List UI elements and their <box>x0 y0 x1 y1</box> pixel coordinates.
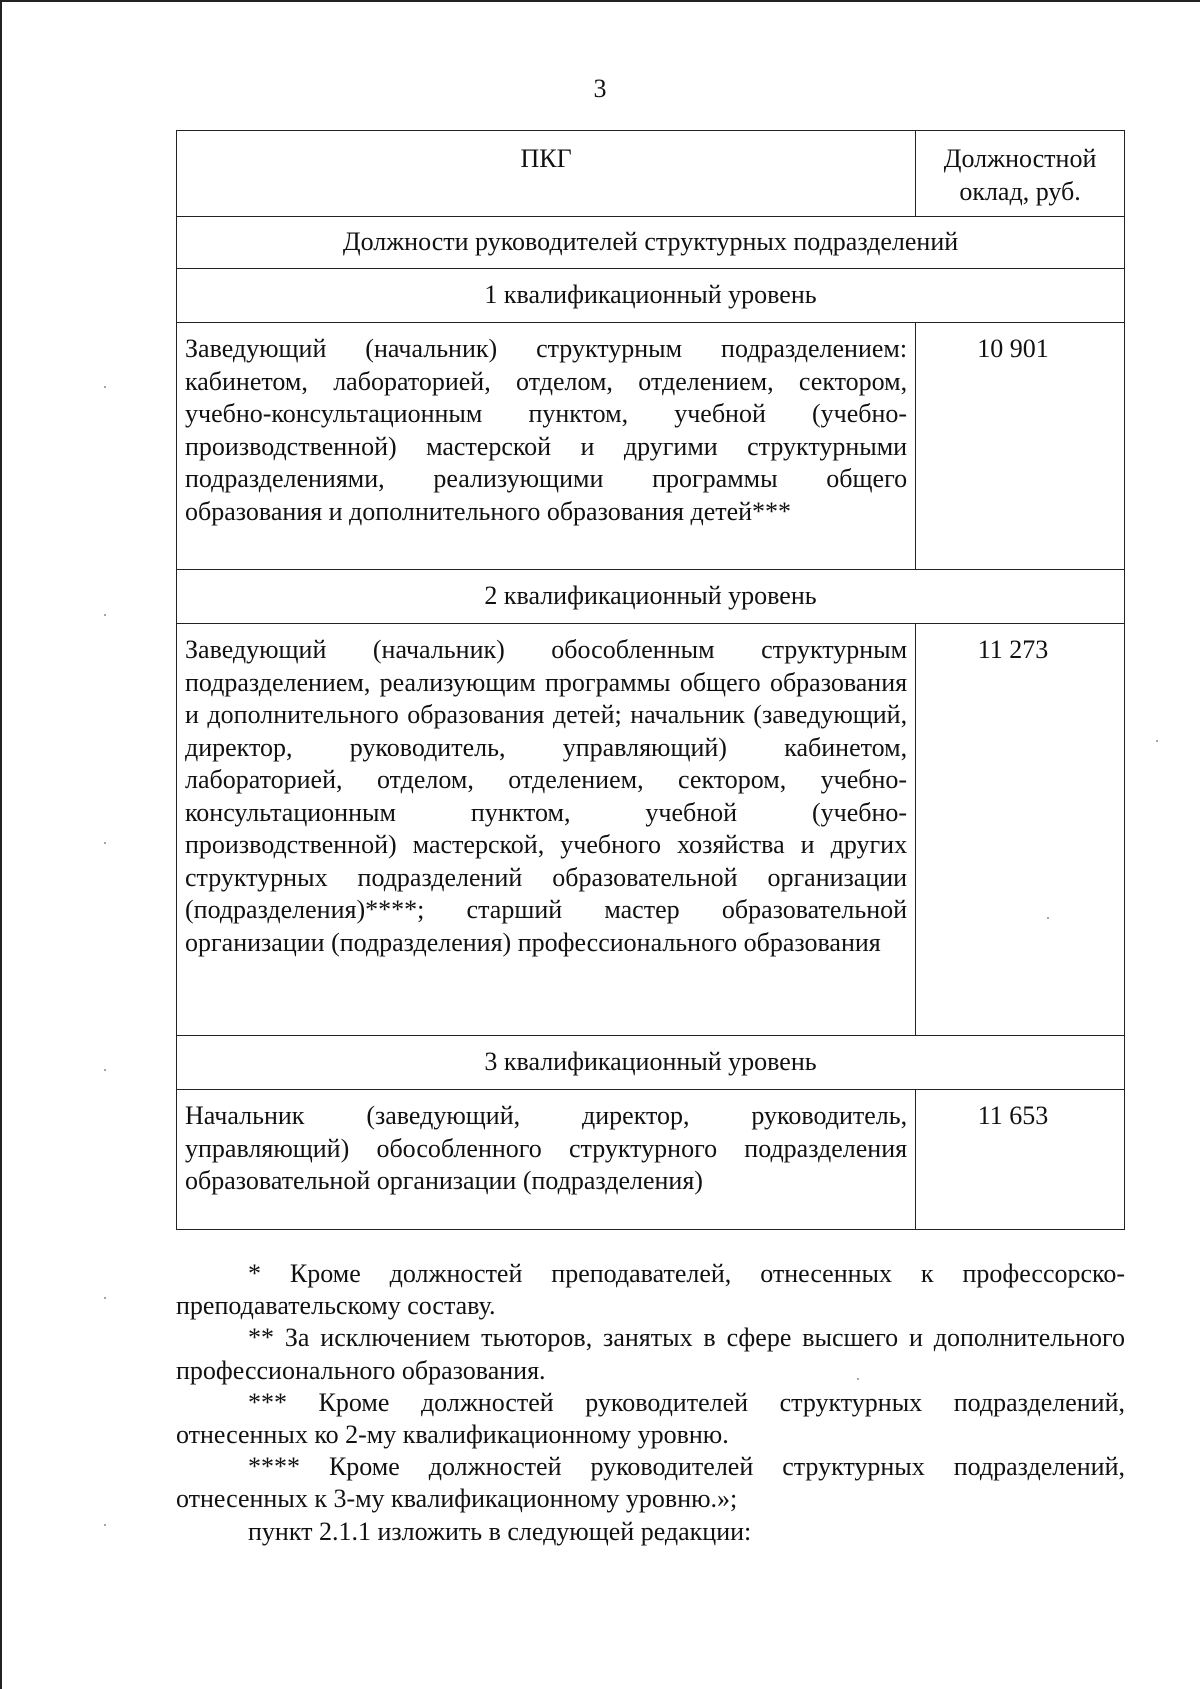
scan-speck <box>857 1378 859 1380</box>
footnote-3: *** Кроме должностей руководителей структурных подразделений, отнесенных ко 2-му квалификационному уровню. <box>176 1387 1125 1450</box>
header-salary <box>916 131 1125 217</box>
section-row <box>177 217 1125 269</box>
salary-value-3: 11 653 <box>916 1090 1125 1230</box>
page-edge-left <box>0 0 2 1689</box>
page-number: 3 <box>593 74 607 103</box>
header-salary-line2: оклад, руб. <box>959 176 1081 206</box>
salary-value-2: 11 273 <box>916 624 1125 1036</box>
position-text-2: Заведующий (начальник) обособленным структурным подразделением, реализующим программы общего образования и дополнительного образования детей; начальник (заведующий, директор, руководитель, управляющий) кабинетом, лабораторией, отделом, отделением, сектором, учебно-консультационным пунктом, учебной (учебно-производственной) мастерской, учебного хозяйства и других структурных подразделений образовательной организации (подразделения)****; старший мастер образовательной организации (подразделения) профессионального образования <box>177 624 916 1036</box>
scan-speck <box>104 842 106 844</box>
scan-speck <box>1047 917 1049 919</box>
level-title-2: 2 квалификационный уровень <box>177 570 1125 624</box>
footnotes <box>176 1258 1125 1548</box>
level-title-1: 1 квалификационный уровень <box>177 269 1125 323</box>
table-row <box>177 1090 1125 1230</box>
scan-speck <box>104 1069 106 1071</box>
position-text-1: Заведующий (начальник) структурным подразделением: кабинетом, лабораторией, отделом, отделением, сектором, учебно-консультационным пунктом, учебной (учебно-производственной) мастерской и другими структурными подразделениями, реализующими программы общего образования и дополнительного образования детей*** <box>177 323 916 570</box>
footnote-2: ** За исключением тьюторов, занятых в сфере высшего и дополнительного профессионального образования. <box>176 1323 1125 1385</box>
header-pkg: ПКГ <box>177 131 916 217</box>
scan-speck <box>1156 740 1158 742</box>
scan-speck <box>104 1524 106 1526</box>
salary-table <box>176 130 1125 1230</box>
scan-speck <box>104 1297 106 1299</box>
salary-value-1: 10 901 <box>916 323 1125 570</box>
level-row-1 <box>177 269 1125 323</box>
level-title-3: 3 квалификационный уровень <box>177 1036 1125 1090</box>
header-salary-line1: Должностной <box>943 144 1097 173</box>
footnote-1: * Кроме должностей преподавателей, отнесенных к профессорско-преподавательскому составу. <box>176 1259 1125 1321</box>
scan-speck <box>104 614 106 616</box>
position-text-3: Начальник (заведующий, директор, руководитель, управляющий) обособленного структурного подразделения образовательной организации (подразделения) <box>177 1090 916 1230</box>
table-row <box>177 624 1125 1036</box>
section-title: Должности руководителей структурных подразделений <box>177 217 1125 269</box>
level-row-2 <box>177 570 1125 624</box>
footnote-4: **** Кроме должностей руководителей структурных подразделений, отнесенных к 3-му квалификационному уровню.»; <box>176 1452 1125 1514</box>
scan-speck <box>104 386 106 388</box>
table-row <box>177 323 1125 570</box>
level-row-3 <box>177 1036 1125 1090</box>
page-edge-top <box>0 0 1200 2</box>
amendment-line: пункт 2.1.1 изложить в следующей редакции: <box>248 1516 752 1546</box>
table-header-row <box>177 131 1125 217</box>
